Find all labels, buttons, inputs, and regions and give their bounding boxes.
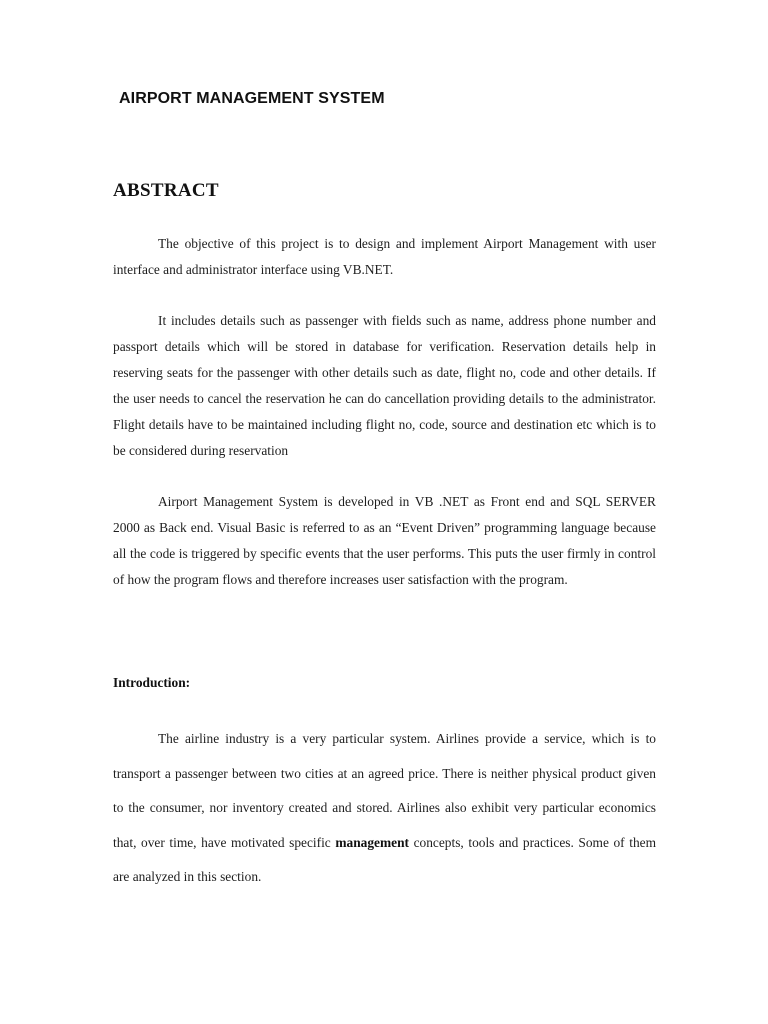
introduction-paragraph [113, 722, 656, 895]
abstract-paragraph-technology: Airport Management System is developed in VB .NET as Front end and SQL SERVER 2000 as Back end. Visual Basic is referred to as an “Event Driven” programming language because all the code is triggered by specific events that the user performs. This puts the user firmly in control of how the program flows and therefore increases user satisfaction with the program. [113, 494, 656, 587]
introduction-heading: Introduction: [113, 675, 191, 690]
document-title: AIRPORT MANAGEMENT SYSTEM [119, 90, 385, 107]
introduction-bold-term: management [335, 834, 409, 850]
abstract-paragraph-details: It includes details such as passenger with fields such as name, address phone number and passport details which will be stored in database for verification. Reservation details help in reserving seats for the passenger with other details such as date, flight no, code and other details. If the user needs to cancel the reservation he can do cancellation providing details to the administrator. Flight details have to be maintained including flight no, code, source and destination etc which is to be considered during reservation [113, 313, 656, 458]
abstract-heading: ABSTRACT [113, 180, 219, 201]
abstract-paragraph-objective: The objective of this project is to design and implement Airport Management with user interface and administrator interface using VB.NET. [113, 236, 656, 277]
introduction-text-end: concepts, tools and practices. Some of them are analyzed in this section. [113, 834, 656, 884]
introduction-text-start: The airline industry is a very particular system. Airlines provide a service, which is to transport a passenger between two cities at an agreed price. There is neither physical product given to the consumer, nor inventory created and stored. Airlines also exhibit very particular economics that, over time, have motivated specific [113, 731, 656, 850]
